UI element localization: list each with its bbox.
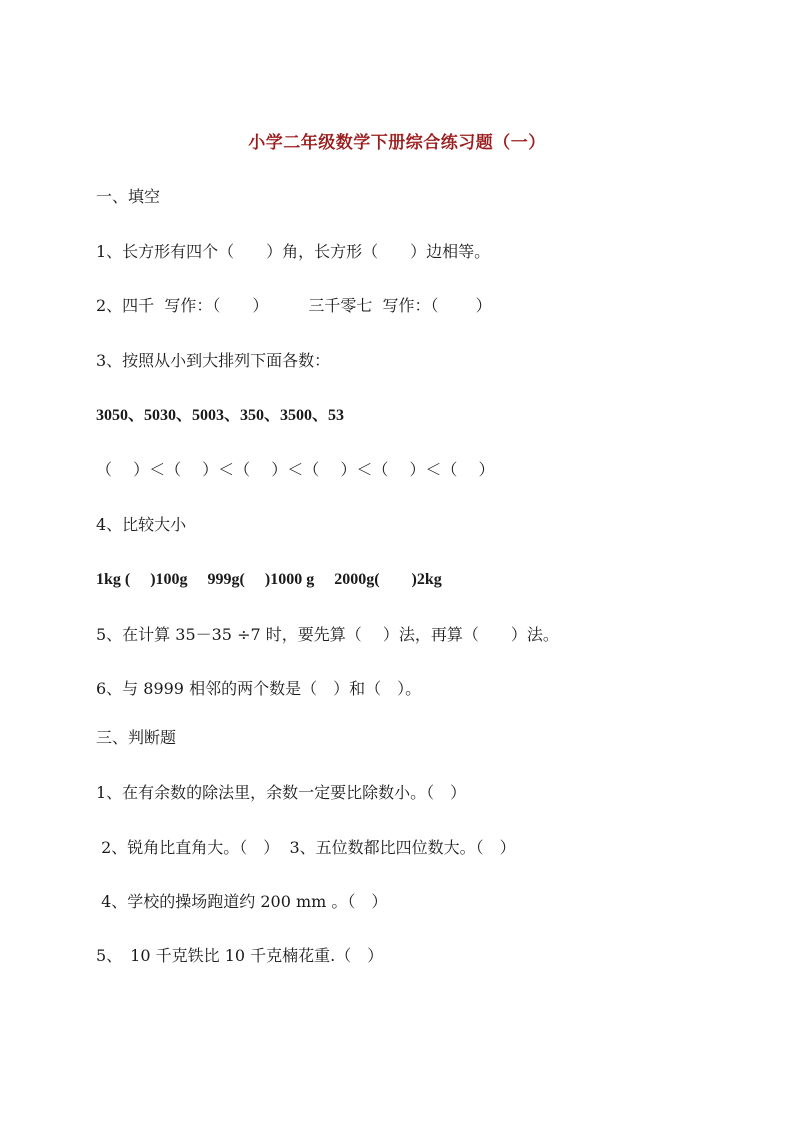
question-fill-3-numbers: 3050、5030、5003、350、3500、53 — [96, 407, 345, 424]
section-heading-judge: 三、判断题 — [96, 728, 177, 747]
question-fill-4: 4、比较大小 — [96, 515, 187, 534]
question-judge-2-3: 2、锐角比直角大。（ ） 3、五位数都比四位数大。（ ） — [96, 838, 516, 857]
question-fill-4-items: 1kg ( )100g 999g( )1000 g 2000g( )2kg — [96, 571, 442, 588]
section-heading-fill-blank: 一、填空 — [96, 187, 161, 206]
question-fill-3-blanks: （ ）＜（ ）＜（ ）＜（ ）＜（ ）＜（ ） — [96, 460, 495, 479]
page-title: 小学二年级数学下册综合练习题（一） — [248, 133, 546, 153]
question-fill-5: 5、在计算 35－35 ÷7 时，要先算（ ）法，再算（ ）法。 — [96, 625, 559, 644]
question-fill-6: 6、与 8999 相邻的两个数是（ ）和（ ）。 — [96, 679, 422, 698]
question-judge-4: 4、学校的操场跑道约 200 mm 。（ ） — [96, 892, 388, 911]
question-fill-3: 3、按照从小到大排列下面各数： — [96, 351, 331, 370]
question-fill-2: 2、四千 写作：（ ） 三千零七 写作：（ ） — [96, 296, 492, 315]
question-judge-5: 5、 10 千克铁比 10 千克楠花重.（ ） — [96, 946, 384, 965]
question-judge-1: 1、在有余数的除法里，余数一定要比除数小。（ ） — [96, 783, 467, 802]
question-fill-1: 1、长方形有四个（ ）角，长方形（ ）边相等。 — [96, 242, 491, 261]
